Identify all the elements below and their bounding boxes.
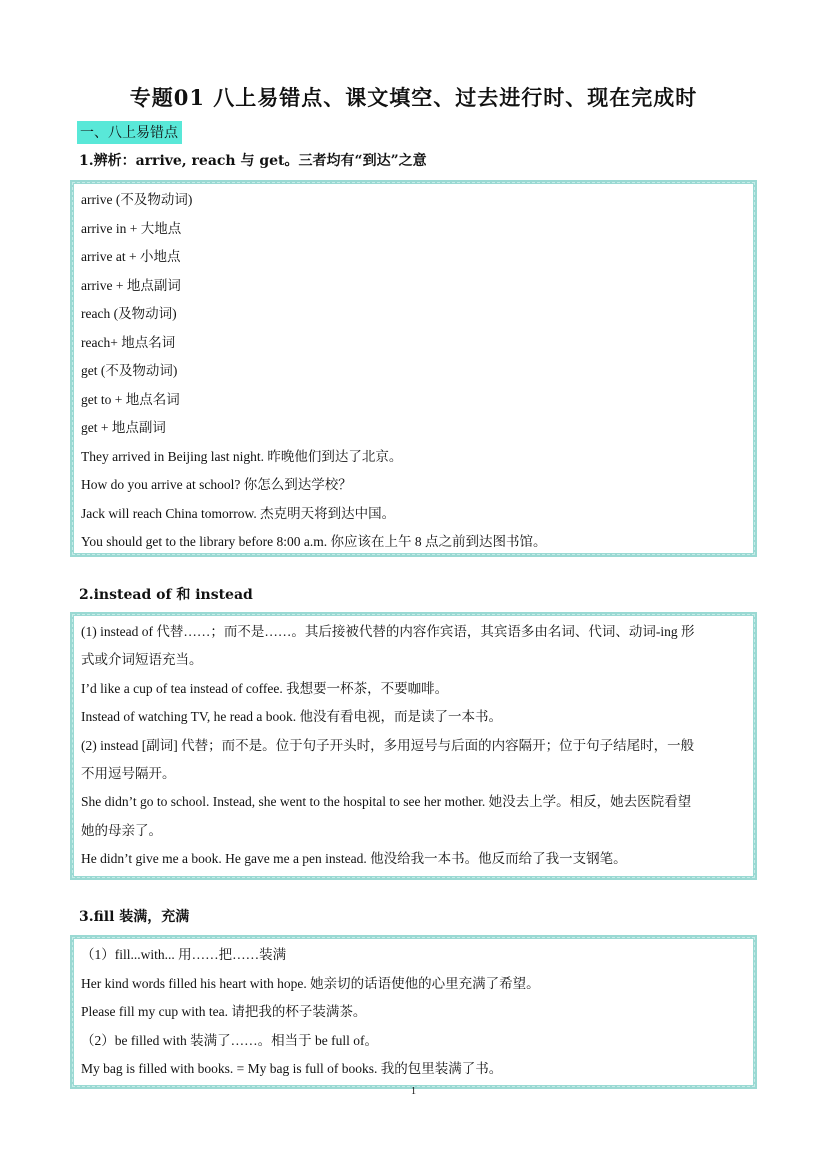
box-line: (2) instead [副词] 代替；而不是。位于句子开头时，多用逗号与后面的内容隔开；位于句子结尾时，一般 — [81, 737, 695, 753]
box-line: arrive at + 小地点 — [81, 249, 181, 264]
box-line: arrive (不及物动词) — [81, 192, 193, 207]
box-line: I’d like a cup of tea instead of coffee. 我想要一杯茶，不要咖啡。 — [81, 680, 449, 696]
box-fill — [70, 935, 757, 1089]
box-line: Instead of watching TV, he read a book. 他没有看电视，而是读了一本书。 — [81, 709, 502, 725]
box-line: reach+ 地点名词 — [81, 334, 176, 350]
box-line: She didn’t go to school. Instead, she went to the hospital to see her mother. 她没去上学。相反，她去医院看望 — [81, 794, 692, 810]
subheading-instead-of: 2.instead of 和 instead — [79, 587, 253, 603]
subheading-arrive-reach-get: 1.辨析：arrive, reach 与 get。三者均有“到达”之意 — [79, 153, 427, 169]
box-line: 不用逗号隔开。 — [81, 765, 176, 781]
box-line: They arrived in Beijing last night. 昨晚他们到达了北京。 — [81, 448, 403, 464]
section-heading: 一、八上易错点 — [77, 121, 182, 144]
box-line: He didn’t give me a book. He gave me a pen instead. 他没给我一本书。他反而给了我一支钢笔。 — [81, 851, 627, 867]
box-line: arrive in + 大地点 — [81, 220, 182, 236]
box-arrive-reach-get — [70, 180, 757, 557]
box-line: Jack will reach China tomorrow. 杰克明天将到达中国。 — [81, 505, 396, 521]
box-line: (1) instead of 代替……；而不是……。其后接被代替的内容作宾语，其宾语多由名词、代词、动词-ing 形 — [81, 624, 695, 639]
box-line: （1）fill...with... 用……把……装满 — [81, 947, 287, 962]
box-line: get (不及物动词) — [81, 363, 178, 378]
box-line: Her kind words filled his heart with hope. 她亲切的话语使他的心里充满了希望。 — [81, 975, 540, 991]
page-title: 专题01 八上易错点、课文填空、过去进行时、现在完成时 — [129, 85, 698, 110]
box-line: My bag is filled with books. = My bag is full of books. 我的包里装满了书。 — [81, 1061, 503, 1076]
box-instead-of — [70, 612, 757, 880]
box-line: 她的母亲了。 — [81, 822, 162, 838]
box-line: get to + 地点名词 — [81, 391, 180, 407]
box-line: arrive + 地点副词 — [81, 277, 181, 293]
box-line: Please fill my cup with tea. 请把我的杯子装满茶。 — [81, 1004, 367, 1019]
page-number: 1 — [411, 1086, 416, 1097]
box-line: How do you arrive at school? 你怎么到达学校？ — [81, 477, 352, 492]
box-line: 式或介词短语充当。 — [81, 652, 203, 668]
subheading-fill: 3.fill 装满，充满 — [79, 909, 190, 925]
box-line: get + 地点副词 — [81, 420, 166, 435]
box-line: （2）be filled with 装满了……。相当于 be full of。 — [81, 1032, 378, 1048]
box-line: reach (及物动词) — [81, 306, 177, 321]
box-line: You should get to the library before 8:00 a.m. 你应该在上午 8 点之前到达图书馆。 — [81, 534, 547, 549]
